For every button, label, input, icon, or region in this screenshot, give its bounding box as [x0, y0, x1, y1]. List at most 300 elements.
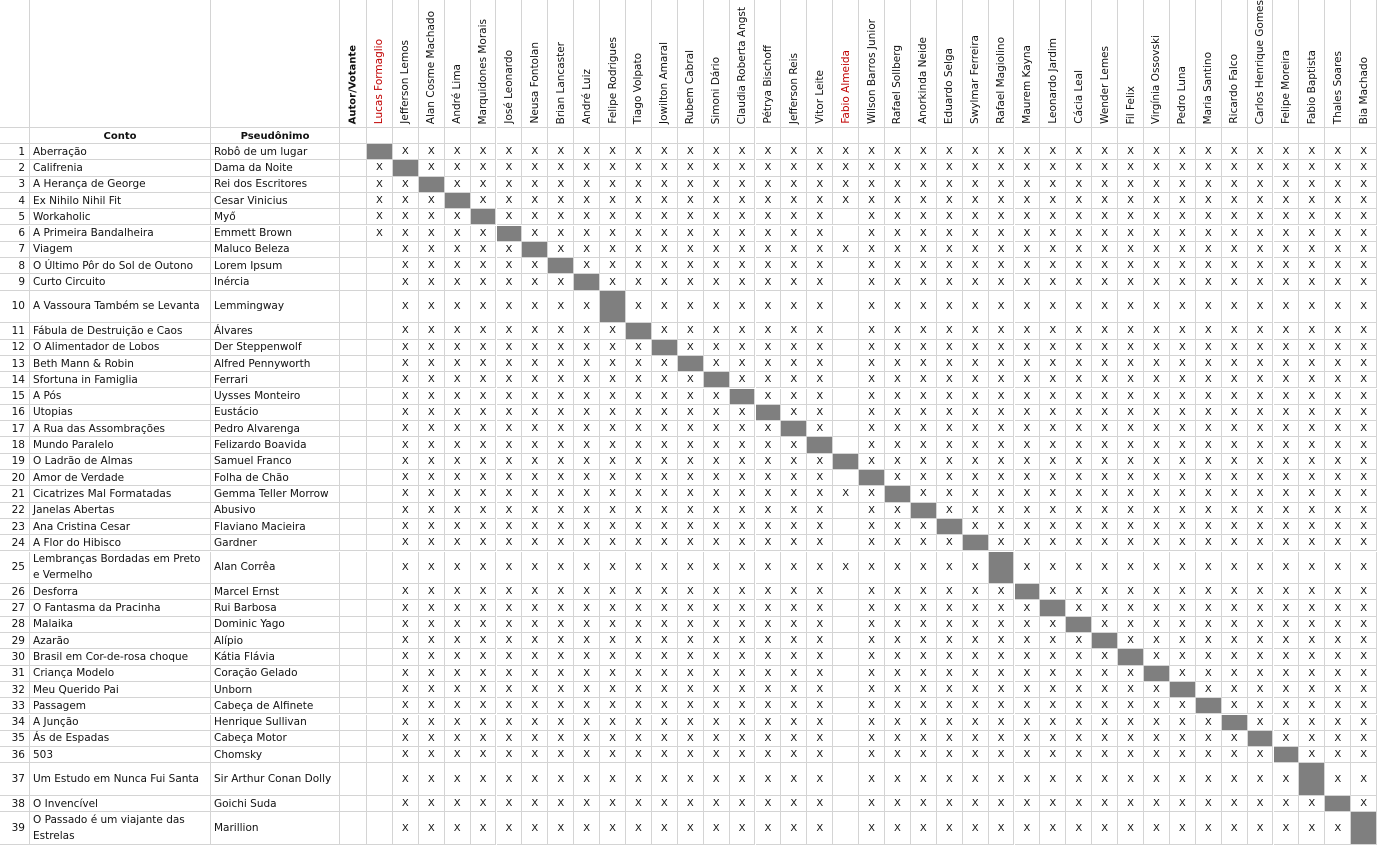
vote-cell[interactable]: X: [522, 698, 548, 714]
vote-cell[interactable]: X: [548, 486, 574, 502]
vote-cell[interactable]: X: [652, 763, 678, 796]
vote-cell[interactable]: X: [600, 796, 626, 812]
vote-cell[interactable]: X: [1015, 552, 1041, 585]
vote-cell[interactable]: X: [756, 209, 782, 225]
vote-cell[interactable]: X: [704, 584, 730, 600]
vote-cell[interactable]: X: [704, 226, 730, 242]
vote-cell[interactable]: X: [600, 617, 626, 633]
vote-cell[interactable]: X: [911, 747, 937, 763]
vote-cell[interactable]: X: [445, 747, 471, 763]
vote-cell[interactable]: X: [419, 698, 445, 714]
vote-cell[interactable]: X: [859, 193, 885, 209]
vote-cell[interactable]: X: [911, 193, 937, 209]
vote-cell[interactable]: X: [989, 519, 1015, 535]
subheader-voter-cell[interactable]: [548, 128, 574, 144]
conto-title[interactable]: Meu Querido Pai: [30, 682, 211, 698]
vote-cell[interactable]: X: [730, 470, 756, 486]
vote-cell[interactable]: X: [393, 812, 419, 845]
conto-title[interactable]: Janelas Abertas: [30, 503, 211, 519]
vote-cell[interactable]: X: [730, 666, 756, 682]
vote-cell[interactable]: X: [989, 617, 1015, 633]
vote-cell[interactable]: X: [911, 682, 937, 698]
pseudonimo[interactable]: Cabeça Motor: [211, 731, 340, 747]
vote-cell[interactable]: X: [574, 682, 600, 698]
vote-cell[interactable]: X: [704, 633, 730, 649]
vote-cell[interactable]: X: [756, 796, 782, 812]
vote-cell[interactable]: X: [600, 405, 626, 421]
vote-cell[interactable]: X: [1274, 160, 1300, 176]
vote-cell[interactable]: X: [807, 340, 833, 356]
vote-cell[interactable]: X: [1040, 584, 1066, 600]
vote-cell[interactable]: X: [730, 617, 756, 633]
vote-cell[interactable]: X: [548, 552, 574, 585]
row-number[interactable]: 8: [0, 258, 30, 274]
vote-cell[interactable]: X: [497, 177, 523, 193]
vote-cell[interactable]: X: [471, 144, 497, 160]
vote-cell[interactable]: X: [548, 323, 574, 339]
vote-cell[interactable]: X: [471, 291, 497, 324]
vote-cell[interactable]: X: [1248, 470, 1274, 486]
vote-cell[interactable]: X: [859, 209, 885, 225]
vote-cell[interactable]: X: [937, 209, 963, 225]
vote-cell[interactable]: X: [704, 698, 730, 714]
vote-cell[interactable]: X: [1351, 421, 1377, 437]
vote-cell[interactable]: X: [1066, 698, 1092, 714]
vote-cell[interactable]: X: [781, 323, 807, 339]
vote-cell[interactable]: X: [1274, 209, 1300, 225]
vote-cell[interactable]: X: [937, 747, 963, 763]
conto-title[interactable]: Viagem: [30, 242, 211, 258]
vote-cell[interactable]: X: [781, 242, 807, 258]
vote-cell[interactable]: X: [963, 503, 989, 519]
vote-cell[interactable]: X: [652, 552, 678, 585]
vote-cell[interactable]: X: [497, 193, 523, 209]
voter-header[interactable]: [626, 0, 652, 128]
vote-cell[interactable]: X: [1299, 600, 1325, 616]
vote-cell[interactable]: X: [756, 584, 782, 600]
vote-cell[interactable]: X: [393, 258, 419, 274]
vote-cell[interactable]: X: [497, 356, 523, 372]
autor-cell[interactable]: [340, 372, 367, 388]
vote-cell[interactable]: X: [678, 666, 704, 682]
vote-cell[interactable]: X: [600, 715, 626, 731]
vote-cell[interactable]: X: [781, 177, 807, 193]
vote-cell[interactable]: X: [1248, 617, 1274, 633]
vote-cell[interactable]: X: [393, 698, 419, 714]
vote-cell[interactable]: X: [1015, 291, 1041, 324]
pseudonimo[interactable]: Cesar Vinicius: [211, 193, 340, 209]
row-number[interactable]: 5: [0, 209, 30, 225]
vote-cell[interactable]: X: [419, 356, 445, 372]
vote-cell[interactable]: X: [652, 405, 678, 421]
vote-cell[interactable]: X: [1299, 584, 1325, 600]
vote-cell[interactable]: X: [419, 552, 445, 585]
vote-cell[interactable]: X: [1299, 682, 1325, 698]
vote-cell[interactable]: X: [574, 617, 600, 633]
vote-cell[interactable]: X: [911, 600, 937, 616]
self-vote-cell[interactable]: [1066, 617, 1092, 633]
vote-cell[interactable]: X: [1299, 274, 1325, 290]
vote-cell[interactable]: X: [1040, 454, 1066, 470]
vote-cell[interactable]: [833, 405, 859, 421]
vote-cell[interactable]: X: [1325, 160, 1351, 176]
vote-cell[interactable]: X: [756, 633, 782, 649]
voter-header[interactable]: [600, 0, 626, 128]
vote-cell[interactable]: X: [419, 747, 445, 763]
vote-cell[interactable]: X: [1325, 274, 1351, 290]
vote-cell[interactable]: X: [471, 535, 497, 551]
vote-cell[interactable]: X: [393, 242, 419, 258]
vote-cell[interactable]: X: [807, 812, 833, 845]
vote-cell[interactable]: X: [989, 486, 1015, 502]
vote-cell[interactable]: X: [626, 649, 652, 665]
vote-cell[interactable]: X: [1066, 649, 1092, 665]
vote-cell[interactable]: X: [1066, 372, 1092, 388]
vote-cell[interactable]: X: [1170, 812, 1196, 845]
vote-cell[interactable]: X: [704, 144, 730, 160]
vote-cell[interactable]: X: [1066, 193, 1092, 209]
vote-cell[interactable]: X: [1170, 258, 1196, 274]
vote-cell[interactable]: X: [678, 486, 704, 502]
vote-cell[interactable]: X: [963, 519, 989, 535]
vote-cell[interactable]: X: [730, 160, 756, 176]
conto-title[interactable]: A Herança de George: [30, 177, 211, 193]
autor-cell[interactable]: [340, 682, 367, 698]
voter-header[interactable]: [833, 0, 859, 128]
vote-cell[interactable]: X: [756, 666, 782, 682]
vote-cell[interactable]: X: [626, 242, 652, 258]
voter-header[interactable]: [1118, 0, 1144, 128]
vote-cell[interactable]: X: [937, 486, 963, 502]
conto-title[interactable]: O Último Pôr do Sol de Outono: [30, 258, 211, 274]
vote-cell[interactable]: X: [781, 649, 807, 665]
vote-cell[interactable]: X: [626, 470, 652, 486]
vote-cell[interactable]: X: [730, 356, 756, 372]
row-number[interactable]: 36: [0, 747, 30, 763]
vote-cell[interactable]: X: [626, 274, 652, 290]
vote-cell[interactable]: X: [497, 421, 523, 437]
vote-cell[interactable]: X: [1040, 258, 1066, 274]
vote-cell[interactable]: X: [548, 682, 574, 698]
vote-cell[interactable]: X: [445, 552, 471, 585]
vote-cell[interactable]: [833, 731, 859, 747]
row-number[interactable]: 14: [0, 372, 30, 388]
vote-cell[interactable]: [367, 470, 393, 486]
vote-cell[interactable]: X: [1118, 340, 1144, 356]
self-vote-cell[interactable]: [1274, 747, 1300, 763]
vote-cell[interactable]: X: [989, 242, 1015, 258]
vote-cell[interactable]: X: [885, 682, 911, 698]
vote-cell[interactable]: X: [1222, 584, 1248, 600]
vote-cell[interactable]: X: [781, 372, 807, 388]
vote-cell[interactable]: X: [419, 274, 445, 290]
self-vote-cell[interactable]: [730, 389, 756, 405]
vote-cell[interactable]: X: [1196, 226, 1222, 242]
vote-cell[interactable]: X: [937, 144, 963, 160]
vote-cell[interactable]: X: [548, 144, 574, 160]
vote-cell[interactable]: X: [989, 340, 1015, 356]
vote-cell[interactable]: X: [1196, 421, 1222, 437]
vote-cell[interactable]: X: [445, 796, 471, 812]
vote-cell[interactable]: X: [937, 372, 963, 388]
vote-cell[interactable]: X: [1170, 209, 1196, 225]
vote-cell[interactable]: X: [885, 731, 911, 747]
vote-cell[interactable]: X: [781, 535, 807, 551]
vote-cell[interactable]: X: [704, 519, 730, 535]
vote-cell[interactable]: X: [1274, 372, 1300, 388]
vote-cell[interactable]: X: [1274, 503, 1300, 519]
vote-cell[interactable]: X: [704, 437, 730, 453]
vote-cell[interactable]: X: [1196, 535, 1222, 551]
vote-cell[interactable]: X: [652, 160, 678, 176]
vote-cell[interactable]: X: [1066, 356, 1092, 372]
vote-cell[interactable]: X: [678, 584, 704, 600]
vote-cell[interactable]: X: [1299, 731, 1325, 747]
vote-cell[interactable]: X: [704, 796, 730, 812]
vote-cell[interactable]: X: [1222, 600, 1248, 616]
vote-cell[interactable]: X: [1040, 812, 1066, 845]
vote-cell[interactable]: X: [911, 731, 937, 747]
vote-cell[interactable]: X: [574, 356, 600, 372]
vote-cell[interactable]: X: [1299, 747, 1325, 763]
vote-cell[interactable]: X: [1015, 600, 1041, 616]
vote-cell[interactable]: X: [963, 177, 989, 193]
vote-cell[interactable]: X: [652, 144, 678, 160]
vote-cell[interactable]: X: [497, 633, 523, 649]
vote-cell[interactable]: X: [497, 519, 523, 535]
vote-cell[interactable]: X: [1170, 372, 1196, 388]
vote-cell[interactable]: X: [497, 160, 523, 176]
vote-cell[interactable]: X: [522, 437, 548, 453]
vote-cell[interactable]: X: [756, 323, 782, 339]
voter-header[interactable]: [1325, 0, 1351, 128]
row-number[interactable]: 32: [0, 682, 30, 698]
vote-cell[interactable]: X: [885, 633, 911, 649]
vote-cell[interactable]: X: [497, 666, 523, 682]
vote-cell[interactable]: X: [1222, 405, 1248, 421]
vote-cell[interactable]: X: [678, 633, 704, 649]
vote-cell[interactable]: [833, 584, 859, 600]
subheader-voter-cell[interactable]: [911, 128, 937, 144]
vote-cell[interactable]: X: [1170, 226, 1196, 242]
vote-cell[interactable]: X: [859, 682, 885, 698]
vote-cell[interactable]: X: [574, 763, 600, 796]
vote-cell[interactable]: X: [807, 633, 833, 649]
vote-cell[interactable]: X: [781, 600, 807, 616]
vote-cell[interactable]: X: [471, 389, 497, 405]
vote-cell[interactable]: X: [1092, 356, 1118, 372]
vote-cell[interactable]: X: [652, 389, 678, 405]
vote-cell[interactable]: X: [1325, 291, 1351, 324]
vote-cell[interactable]: X: [781, 193, 807, 209]
vote-cell[interactable]: X: [1118, 470, 1144, 486]
vote-cell[interactable]: X: [497, 796, 523, 812]
vote-cell[interactable]: X: [1092, 454, 1118, 470]
vote-cell[interactable]: X: [1325, 503, 1351, 519]
pseudonimo[interactable]: Eustácio: [211, 405, 340, 421]
vote-cell[interactable]: X: [600, 209, 626, 225]
autor-cell[interactable]: [340, 698, 367, 714]
vote-cell[interactable]: X: [807, 372, 833, 388]
self-vote-cell[interactable]: [626, 323, 652, 339]
conto-title[interactable]: Curto Circuito: [30, 274, 211, 290]
voter-header[interactable]: [471, 0, 497, 128]
vote-cell[interactable]: X: [1248, 796, 1274, 812]
subheader-voter-cell[interactable]: [1248, 128, 1274, 144]
vote-cell[interactable]: X: [730, 519, 756, 535]
vote-cell[interactable]: X: [1144, 519, 1170, 535]
vote-cell[interactable]: X: [1222, 437, 1248, 453]
vote-cell[interactable]: X: [574, 519, 600, 535]
vote-cell[interactable]: X: [937, 193, 963, 209]
vote-cell[interactable]: X: [678, 812, 704, 845]
vote-cell[interactable]: X: [1325, 209, 1351, 225]
vote-cell[interactable]: X: [885, 715, 911, 731]
row-number[interactable]: 29: [0, 633, 30, 649]
vote-cell[interactable]: X: [1144, 698, 1170, 714]
vote-cell[interactable]: X: [1222, 454, 1248, 470]
vote-cell[interactable]: X: [574, 649, 600, 665]
vote-cell[interactable]: X: [522, 209, 548, 225]
vote-cell[interactable]: X: [1351, 666, 1377, 682]
vote-cell[interactable]: X: [1196, 666, 1222, 682]
vote-cell[interactable]: X: [600, 144, 626, 160]
vote-cell[interactable]: X: [704, 617, 730, 633]
vote-cell[interactable]: X: [1248, 242, 1274, 258]
vote-cell[interactable]: X: [1248, 519, 1274, 535]
row-number[interactable]: 25: [0, 552, 30, 585]
vote-cell[interactable]: X: [885, 372, 911, 388]
vote-cell[interactable]: X: [911, 144, 937, 160]
vote-cell[interactable]: X: [911, 437, 937, 453]
vote-cell[interactable]: X: [1351, 715, 1377, 731]
vote-cell[interactable]: X: [1118, 421, 1144, 437]
vote-cell[interactable]: X: [1248, 421, 1274, 437]
vote-cell[interactable]: X: [1040, 486, 1066, 502]
vote-cell[interactable]: X: [600, 177, 626, 193]
vote-cell[interactable]: X: [393, 584, 419, 600]
vote-cell[interactable]: X: [471, 519, 497, 535]
vote-cell[interactable]: X: [781, 437, 807, 453]
self-vote-cell[interactable]: [471, 209, 497, 225]
vote-cell[interactable]: X: [1040, 470, 1066, 486]
vote-cell[interactable]: X: [600, 274, 626, 290]
vote-cell[interactable]: X: [1066, 177, 1092, 193]
vote-cell[interactable]: X: [678, 291, 704, 324]
vote-cell[interactable]: X: [1092, 226, 1118, 242]
vote-cell[interactable]: X: [471, 372, 497, 388]
vote-cell[interactable]: X: [1040, 617, 1066, 633]
vote-cell[interactable]: X: [1274, 796, 1300, 812]
vote-cell[interactable]: X: [1222, 291, 1248, 324]
pseudonimo[interactable]: Inércia: [211, 274, 340, 290]
vote-cell[interactable]: X: [859, 356, 885, 372]
vote-cell[interactable]: X: [497, 552, 523, 585]
vote-cell[interactable]: X: [1066, 437, 1092, 453]
voter-header[interactable]: [859, 0, 885, 128]
vote-cell[interactable]: X: [393, 600, 419, 616]
vote-cell[interactable]: X: [807, 600, 833, 616]
vote-cell[interactable]: X: [704, 470, 730, 486]
vote-cell[interactable]: X: [1118, 503, 1144, 519]
vote-cell[interactable]: X: [1092, 470, 1118, 486]
vote-cell[interactable]: X: [704, 421, 730, 437]
vote-cell[interactable]: X: [1325, 372, 1351, 388]
vote-cell[interactable]: X: [781, 666, 807, 682]
vote-cell[interactable]: X: [1196, 796, 1222, 812]
vote-cell[interactable]: X: [730, 454, 756, 470]
vote-cell[interactable]: X: [574, 258, 600, 274]
vote-cell[interactable]: X: [1274, 682, 1300, 698]
vote-cell[interactable]: X: [1092, 600, 1118, 616]
vote-cell[interactable]: X: [781, 552, 807, 585]
self-vote-cell[interactable]: [807, 437, 833, 453]
vote-cell[interactable]: X: [678, 323, 704, 339]
vote-cell[interactable]: X: [522, 226, 548, 242]
vote-cell[interactable]: X: [393, 666, 419, 682]
vote-cell[interactable]: X: [885, 160, 911, 176]
conto-title[interactable]: A Rua das Assombrações: [30, 421, 211, 437]
vote-cell[interactable]: X: [497, 437, 523, 453]
vote-cell[interactable]: X: [497, 715, 523, 731]
vote-cell[interactable]: X: [1144, 144, 1170, 160]
vote-cell[interactable]: X: [1144, 731, 1170, 747]
vote-cell[interactable]: X: [574, 731, 600, 747]
self-vote-cell[interactable]: [1351, 812, 1377, 845]
vote-cell[interactable]: X: [393, 535, 419, 551]
vote-cell[interactable]: X: [807, 535, 833, 551]
voter-header[interactable]: [963, 0, 989, 128]
vote-cell[interactable]: X: [445, 226, 471, 242]
self-vote-cell[interactable]: [1092, 633, 1118, 649]
vote-cell[interactable]: X: [393, 323, 419, 339]
voter-header[interactable]: [911, 0, 937, 128]
vote-cell[interactable]: X: [1015, 389, 1041, 405]
vote-cell[interactable]: X: [419, 470, 445, 486]
self-vote-cell[interactable]: [419, 177, 445, 193]
vote-cell[interactable]: X: [600, 372, 626, 388]
vote-cell[interactable]: X: [445, 405, 471, 421]
vote-cell[interactable]: X: [911, 258, 937, 274]
vote-cell[interactable]: X: [1092, 617, 1118, 633]
vote-cell[interactable]: X: [937, 258, 963, 274]
vote-cell[interactable]: X: [781, 682, 807, 698]
vote-cell[interactable]: X: [574, 715, 600, 731]
vote-cell[interactable]: X: [445, 682, 471, 698]
vote-cell[interactable]: X: [989, 454, 1015, 470]
vote-cell[interactable]: X: [1118, 698, 1144, 714]
vote-cell[interactable]: X: [781, 389, 807, 405]
self-vote-cell[interactable]: [1222, 715, 1248, 731]
vote-cell[interactable]: X: [574, 454, 600, 470]
row-number[interactable]: 18: [0, 437, 30, 453]
vote-cell[interactable]: X: [730, 323, 756, 339]
vote-cell[interactable]: X: [522, 177, 548, 193]
vote-cell[interactable]: X: [1144, 617, 1170, 633]
vote-cell[interactable]: X: [1015, 519, 1041, 535]
vote-cell[interactable]: X: [1092, 649, 1118, 665]
vote-cell[interactable]: X: [730, 649, 756, 665]
vote-cell[interactable]: X: [678, 682, 704, 698]
self-vote-cell[interactable]: [781, 421, 807, 437]
vote-cell[interactable]: X: [937, 552, 963, 585]
vote-cell[interactable]: X: [445, 731, 471, 747]
vote-cell[interactable]: [367, 486, 393, 502]
vote-cell[interactable]: X: [1092, 552, 1118, 585]
vote-cell[interactable]: X: [781, 698, 807, 714]
vote-cell[interactable]: X: [1248, 144, 1274, 160]
vote-cell[interactable]: X: [1325, 470, 1351, 486]
